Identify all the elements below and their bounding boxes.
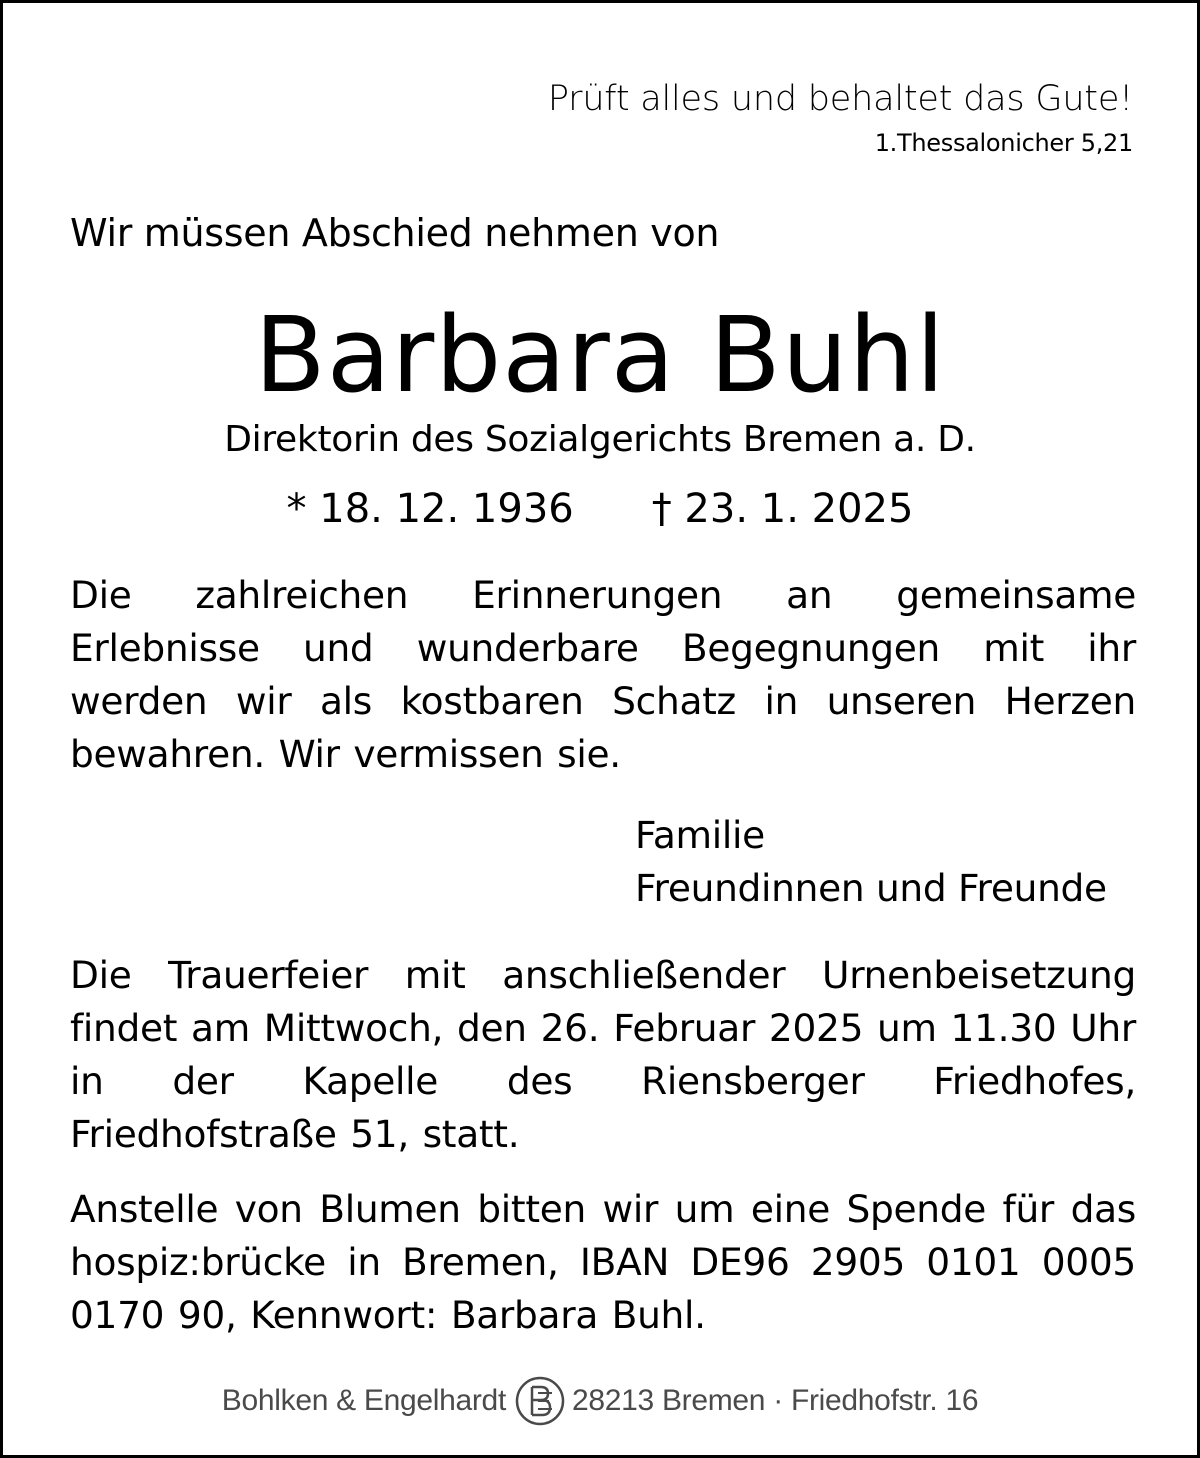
funeral-home-footer	[3, 1375, 1197, 1427]
signer-friends: Freundinnen und Freunde	[635, 866, 1107, 910]
be-monogram-icon	[514, 1375, 566, 1427]
donation-paragraph: Anstelle von Blumen bitten wir um eine Spende für das hospiz:brücke in Bremen, IBAN DE96 2905 0101 0005 0170 90, Kennwort: Barbara Buhl.	[70, 1187, 1136, 1337]
bible-reference: 1.Thessalonicher 5,21	[874, 129, 1133, 157]
service-paragraph: Die Trauerfeier mit anschließender Urnenbeisetzung findet am Mittwoch, den 26. Februar 2025 um 11.30 Uhr in der Kapelle des Riensberger Friedhofes, Friedhofstraße 51, statt.	[70, 953, 1136, 1156]
funeral-home-name: Bohlken & Engelhardt	[221, 1384, 506, 1417]
life-dates	[3, 483, 1197, 535]
birth-date: * 18. 12. 1936	[286, 486, 574, 532]
deceased-title: Direktorin des Sozialgerichts Bremen a. D.	[224, 419, 976, 460]
signers-block	[635, 809, 1107, 915]
farewell-intro: Wir müssen Abschied nehmen von	[70, 211, 720, 255]
death-date: † 23. 1. 2025	[651, 486, 914, 532]
signer-family: Familie	[635, 813, 765, 857]
funeral-home-address: 28213 Bremen · Friedhofstr. 16	[571, 1384, 979, 1417]
memories-paragraph: Die zahlreichen Erinnerungen an gemeinsame Erlebnisse und wunderbare Begegnungen mit ihr werden wir als kostbaren Schatz in unseren Herzen bewahren. Wir vermissen sie.	[70, 573, 1136, 776]
bible-quote: Prüft alles und behaltet das Gute!	[547, 79, 1133, 119]
deceased-name: Barbara Buhl	[254, 294, 946, 416]
